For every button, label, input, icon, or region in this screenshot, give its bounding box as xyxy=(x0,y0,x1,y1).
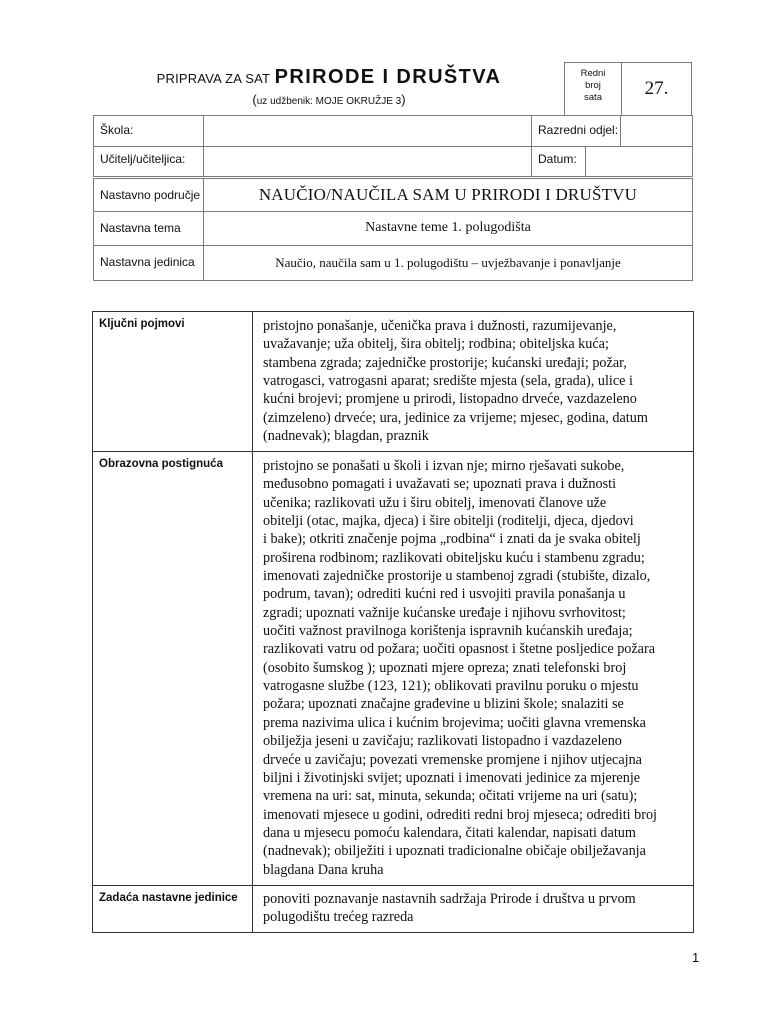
lesson-number-value: 27. xyxy=(644,78,669,99)
text-line: (nadnevak); blagdan, praznik xyxy=(263,428,429,445)
class-label: Razredni odjel: xyxy=(538,123,619,137)
paren-close: ) xyxy=(401,92,406,107)
date-label: Datum: xyxy=(538,152,577,166)
text-line: pristojno ponašanje, učenička prava i dužnosti, razumijevanje, xyxy=(263,318,617,334)
text-line: zgradi; upoznati važnije kućanske uređaje i njihovu svrhovitost; xyxy=(263,604,626,621)
text-line: stambena zgrada; zajedničke prostorije; kućanski uređaji; požar, xyxy=(263,354,627,371)
text-line: vremena na uri: sat, minuta, sekunda; očitati vrijeme na uri (satu); xyxy=(263,788,638,805)
teacher-label: Učitelj/učiteljica: xyxy=(100,152,186,166)
text-line: imenovati mjesece u godini, odrediti redni broj mjeseca; odrediti broj xyxy=(263,806,657,823)
outcomes-label: Obrazovna postignuća xyxy=(99,458,223,470)
text-line: uočiti važnost pravilnoga korištenja ispravnih kućanskih uređaja; xyxy=(263,623,633,640)
key-terms-label: Ključni pojmovi xyxy=(99,318,185,330)
text-line: drveće u zavičaju; povezati vremenske promjene i njihov utjecajna xyxy=(263,751,642,768)
school-label: Škola: xyxy=(100,123,134,137)
lesson-number-label-line: sata xyxy=(584,92,602,103)
page-number: 1 xyxy=(692,950,700,965)
text-line: ponoviti poznavanje nastavnih sadržaja Prirode i društva u prvom xyxy=(263,891,636,907)
theme-label: Nastavna tema xyxy=(100,221,181,235)
lesson-number-label-line: Redni xyxy=(580,68,606,79)
text-line: proširena rodbinom; razlikovati obiteljsku kuću i stambenu zgradu; xyxy=(263,549,645,566)
text-line: obilježja jeseni u zavičaju; razlikovati listopadno i vazdazeleno xyxy=(263,733,622,750)
paren-open: ( xyxy=(252,92,257,107)
text-line: (nadnevak); obilježiti i upoznati tradicionalne običaje obilježavanja xyxy=(263,843,646,860)
unit-task-text xyxy=(263,890,695,927)
text-line: uvažavanje; uža obitelj, šira obitelj; rodbina; obiteljska kuća; xyxy=(263,336,609,353)
text-line: razlikovati vatru od požara; uočiti opasnost i štetne posljedice požara xyxy=(263,641,655,658)
text-line: polugodištu trećeg razreda xyxy=(263,909,414,926)
text-line: blagdana Dana kruha xyxy=(263,861,384,878)
unit-task-label: Zadaća nastavne jedinice xyxy=(99,892,238,904)
date-field[interactable] xyxy=(586,147,692,176)
text-line: međusobno pomagati i uvažavati se; upoznati prava i dužnosti xyxy=(263,476,617,493)
text-line: imenovati zajedničke prostorije u stambenoj zgradi (stubište, dizalo, xyxy=(263,568,651,585)
info-table xyxy=(93,115,693,177)
unit-value: Naučio, naučila sam u 1. polugodištu – uvježbavanje i ponavljanje xyxy=(275,255,621,270)
text-line: prema nazivima ulica i kućnim brojevima; uočiti glavna vremenska xyxy=(263,714,646,731)
text-line: vatrogasne službe (123, 121); oblikovati pravilnu poruku o mjestu xyxy=(263,678,639,695)
area-label: Nastavno područje xyxy=(100,188,201,202)
theme-value: Nastavne teme 1. polugodišta xyxy=(365,220,531,235)
text-line: učenika; razlikovati užu i širu obitelj, imenovati članove uže xyxy=(263,494,607,511)
text-line: (zimzeleno) drveće; ura, jedinice za vrijeme; mjesec, godina, datum xyxy=(263,409,648,426)
teacher-field[interactable] xyxy=(204,147,531,176)
outcomes-text xyxy=(263,457,695,879)
text-line: podrum, tavan); odrediti kućni red i usvojiti pravila ponašanja u xyxy=(263,586,626,603)
school-field[interactable] xyxy=(204,116,531,146)
lesson-number-label-line: broj xyxy=(585,80,601,91)
text-line: vatrogasci, vatrogasni aparat; središte mjesta (sela, grada), ulice i xyxy=(263,373,633,390)
unit-label: Nastavna jedinica xyxy=(100,255,195,269)
content-table xyxy=(92,311,694,933)
class-field[interactable] xyxy=(621,116,692,146)
lesson-table xyxy=(93,178,693,281)
lesson-number-label xyxy=(565,63,622,115)
document-header xyxy=(93,62,565,116)
text-line: kućni brojevi; promjene u prirodi, listopadno drveće, vazdazeleno xyxy=(263,391,637,408)
area-value: NAUČIO/NAUČILA SAM U PRIRODI I DRUŠTVU xyxy=(258,185,638,204)
text-line: biljni i životinjski svijet; upoznati i imenovati jedinice za mjerenje xyxy=(263,769,641,786)
subject-title: PRIRODE I DRUŠTVA xyxy=(274,66,502,88)
text-line: (osobito šumskog ); upoznati mjere opreza; znati telefonski broj xyxy=(263,659,627,676)
header-prefix: PRIPRAVA ZA SAT xyxy=(156,71,271,86)
key-terms-text xyxy=(263,317,695,445)
text-line: i bake); otkriti značenje pojma „rodbina“ i znati da je svaka obitelj xyxy=(263,531,641,548)
text-line: pristojno se ponašati u školi i izvan nje; mirno rješavati sukobe, xyxy=(263,458,625,474)
textbook-note: uz udžbenik: MOJE OKRUŽJE 3 xyxy=(256,96,402,107)
lesson-number-box xyxy=(564,62,692,116)
text-line: dana u mjesecu pomoću kalendara, čitati kalendar, napisati datum xyxy=(263,824,636,841)
text-line: požara; upoznati značajne građevine u blizini škole; snalaziti se xyxy=(263,696,624,713)
text-line: obitelji (otac, majka, djeca) i šire obitelji (roditelji, djeca, djedovi xyxy=(263,513,634,530)
